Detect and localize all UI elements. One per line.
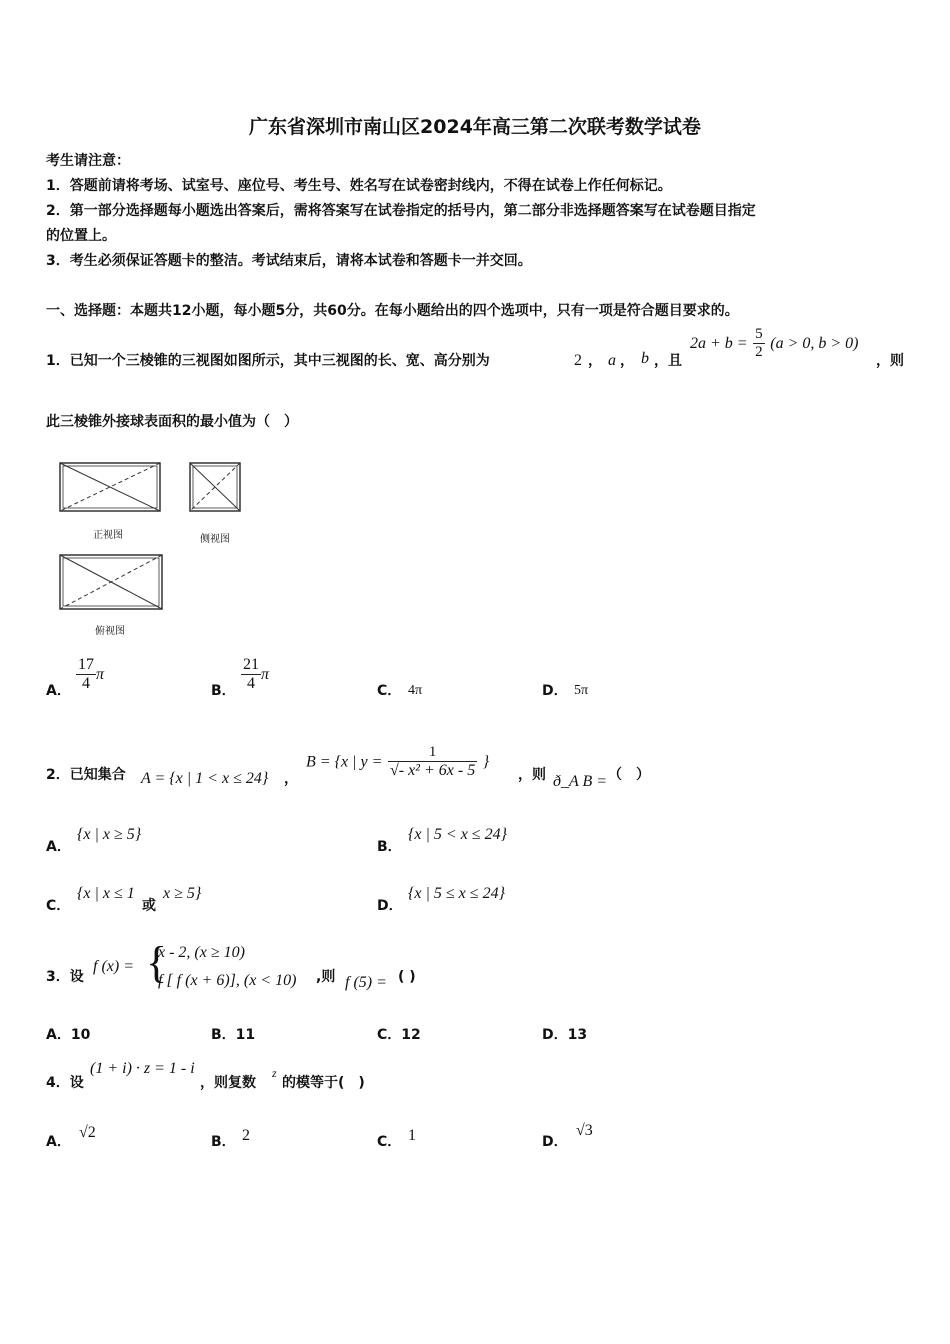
q2-option-b-label: B． <box>377 839 402 855</box>
three-view-figure <box>52 455 252 640</box>
q1-optA-den: 4 <box>82 675 90 692</box>
q1-option-a <box>76 656 104 693</box>
q3-case-1: x - 2, (x ≥ 10) <box>158 944 245 961</box>
q4-option-c: 1 <box>408 1127 416 1144</box>
q2-option-a-label: A． <box>46 839 71 855</box>
q3-f5: f (5) = <box>345 974 387 991</box>
q3-option-b: B．11 <box>211 1027 256 1043</box>
q1-dim-b: b <box>641 350 649 367</box>
q1-option-d: 5π <box>574 683 589 698</box>
q1-option-a-label: A． <box>46 683 71 699</box>
q2-option-c-label: C． <box>46 898 71 914</box>
q4-option-c-label: C． <box>377 1134 402 1150</box>
q2-option-d-label: D． <box>377 898 403 914</box>
q4-option-a: √2 <box>79 1124 96 1141</box>
q4-lead: 4．设 <box>46 1075 84 1091</box>
q2-option-d: {x | 5 ≤ x ≤ 24} <box>408 885 505 902</box>
notice-item-2-cont: 的位置上。 <box>46 228 116 244</box>
q2-set-a: A = {x | 1 < x ≤ 24} <box>141 770 269 787</box>
front-view <box>60 463 160 511</box>
q2-option-c-part2: x ≥ 5} <box>163 885 202 902</box>
q3-lead: 3．设 <box>46 969 84 985</box>
q4-tail: 的模等于( ) <box>282 1075 365 1091</box>
section-1-heading: 一、选择题：本题共12小题，每小题5分，共60分。在每小题给出的四个选项中，只有一项是符合题目要求的。 <box>46 303 739 319</box>
q2-setB-num: 1 <box>388 744 477 762</box>
q1-and: ，且 <box>654 353 682 369</box>
q1-eq-num: 5 <box>755 326 763 342</box>
q2-set-b <box>306 744 489 780</box>
q4-equation: (1 + i) · z = 1 - i <box>90 1060 195 1077</box>
q2-option-b: {x | 5 < x ≤ 24} <box>408 826 507 843</box>
q2-complement-expr: ð_A B = <box>553 773 608 790</box>
q1-comma-2: ， <box>620 353 634 369</box>
q2-lead: 2．已知集合 <box>46 767 126 783</box>
q1-eq-cond: (a > 0, b > 0) <box>770 335 859 352</box>
q2-option-c-or: 或 <box>142 898 156 914</box>
q1-option-b-label: B． <box>211 683 236 699</box>
q4-option-b: 2 <box>242 1127 250 1144</box>
q3-then: ,则 <box>316 969 336 985</box>
q3-option-c: C．12 <box>377 1027 421 1043</box>
q1-dim-2: 2 <box>574 352 582 369</box>
q4-option-b-label: B． <box>211 1134 236 1150</box>
q4-option-a-label: A． <box>46 1134 71 1150</box>
q3-paren: ( ) <box>398 969 416 985</box>
q1-comma-1: ， <box>588 353 602 369</box>
top-view-label: 俯视图 <box>95 626 125 637</box>
q2-option-c-part1: {x | x ≤ 1 <box>77 885 135 902</box>
q2-setB-left: B = {x | y = <box>306 753 383 771</box>
q2-option-a: {x | x ≥ 5} <box>77 826 142 843</box>
q2-setB-right: } <box>482 753 490 771</box>
q1-line2: 此三棱锥外接球表面积的最小值为（ ） <box>46 414 298 430</box>
q1-option-d-label: D． <box>542 683 568 699</box>
front-view-label: 正视图 <box>93 530 123 541</box>
notice-item-2: 2．第一部分选择题每小题选出答案后，需将答案写在试卷指定的括号内，第二部分非选择题答案写在试卷题目指定 <box>46 203 756 219</box>
q1-optB-den: 4 <box>247 675 255 692</box>
page-title: 广东省深圳市南山区2024年高三第二次联考数学试卷 <box>249 116 701 138</box>
q1-condition-formula <box>690 326 859 361</box>
q1-option-c: 4π <box>408 683 423 698</box>
q2-paren: （ ） <box>608 767 650 783</box>
q4-option-d-label: D． <box>542 1134 568 1150</box>
q3-option-d: D．13 <box>542 1027 588 1043</box>
side-view-label: 侧视图 <box>200 534 230 545</box>
q2-then: ，则 <box>518 767 546 783</box>
notice-item-3: 3．考生必须保证答题卡的整洁。考试结束后，请将本试卷和答题卡一并交回。 <box>46 253 532 269</box>
q1-eq-left: 2a + b = <box>690 335 748 352</box>
q1-option-c-label: C． <box>377 683 402 699</box>
side-view <box>190 463 240 511</box>
q3-case-2: f [ f (x + 6)], (x < 10) <box>158 972 297 989</box>
q2-setB-den: √- x² + 6x - 5 <box>389 762 476 779</box>
q1-optA-num: 17 <box>78 656 94 673</box>
q2-comma: ， <box>284 771 298 787</box>
q1-then: ，则 <box>876 353 904 369</box>
q4-option-d: √3 <box>576 1122 593 1139</box>
q1-option-b <box>241 656 269 693</box>
q4-mid: ，则复数 <box>200 1075 256 1091</box>
top-view <box>60 555 162 609</box>
q1-eq-den: 2 <box>755 344 763 360</box>
notice-heading: 考生请注意： <box>46 153 130 169</box>
q1-dim-a: a <box>608 352 616 369</box>
q3-fx: f (x) = <box>93 958 134 975</box>
q1-optB-pi: π <box>261 666 270 683</box>
q4-z: z <box>272 1066 277 1080</box>
q1-optA-pi: π <box>96 666 105 683</box>
notice-item-1: 1．答题前请将考场、试室号、座位号、考生号、姓名写在试卷密封线内，不得在试卷上作任何标记。 <box>46 178 672 194</box>
q1-optB-num: 21 <box>243 656 259 673</box>
q3-option-a: A．10 <box>46 1027 91 1043</box>
q3-brace: { <box>146 938 168 987</box>
q1-lead: 1．已知一个三棱锥的三视图如图所示，其中三视图的长、宽、高分别为 <box>46 353 490 369</box>
